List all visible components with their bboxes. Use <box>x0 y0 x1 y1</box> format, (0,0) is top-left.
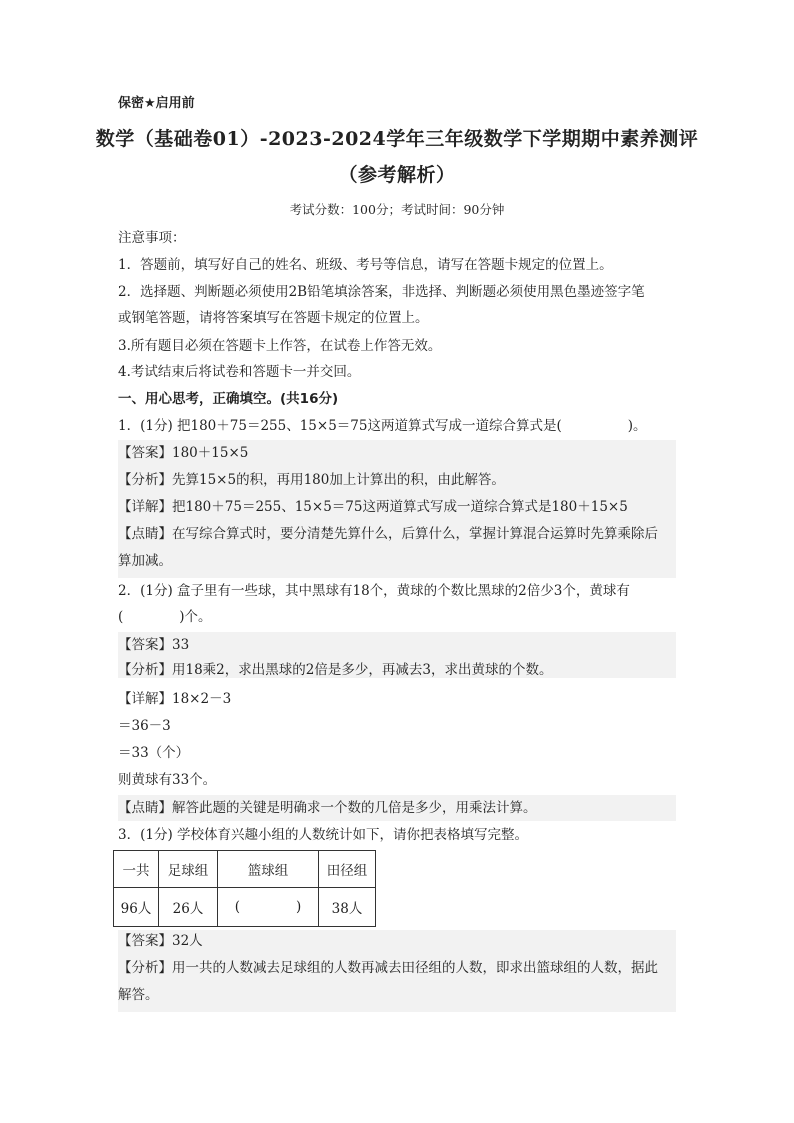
answer-text: 33 <box>172 637 190 653</box>
analysis-text: 用一共的人数减去足球组的人数再减去田径组的人数，即求出篮球组的人数，据此 <box>172 960 658 976</box>
table-header-cell: 篮球组 <box>218 851 319 888</box>
detail-tag: 【详解】 <box>118 499 172 515</box>
exam-meta: 考试分数：100分；考试时间：90分钟 <box>289 202 505 217</box>
question-stem-text: ( <box>118 609 124 625</box>
answer-tag: 【答案】 <box>118 445 172 461</box>
detail-line <box>118 497 628 517</box>
comment-tag: 【点睛】 <box>118 800 172 816</box>
detail-tag: 【详解】 <box>118 691 172 707</box>
analysis-line <box>118 470 505 490</box>
table-cell: 26人 <box>159 888 218 927</box>
table-header-cell: 田径组 <box>319 851 376 888</box>
answer-tag: 【答案】 <box>118 637 172 653</box>
confidential-label: 保密★启用前 <box>118 96 195 111</box>
document-title: 数学（基础卷01）-2023-2024学年三年级数学下学期期中素养测评 <box>95 128 699 150</box>
table-cell: 96人 <box>114 888 159 927</box>
comment-line <box>118 524 658 544</box>
detail-line: ＝33（个） <box>118 745 190 761</box>
table-cell-blank <box>218 888 319 927</box>
comment-line <box>118 798 537 818</box>
analysis-line: 解答。 <box>118 987 159 1003</box>
table-cell: 38人 <box>319 888 376 927</box>
notice-item: 1．答题前，填写好自己的姓名、班级、考号等信息，请写在答题卡规定的位置上。 <box>118 257 613 273</box>
analysis-tag: 【分析】 <box>118 960 172 976</box>
answer-tag: 【答案】 <box>118 933 172 949</box>
question-stem-end: )。 <box>627 418 647 434</box>
question-stem: 2．(1分) 盒子里有一些球，其中黑球有18个，黄球的个数比黑球的2倍少3个，黄球有 <box>118 583 630 599</box>
analysis-line <box>118 958 658 978</box>
answer-line <box>118 931 203 951</box>
analysis-tag: 【分析】 <box>118 662 172 678</box>
document-subtitle: （参考解析） <box>338 164 456 186</box>
notice-item: 3.所有题目必须在答题卡上作答，在试卷上作答无效。 <box>118 338 442 354</box>
blank-paren-close: ) <box>296 899 302 915</box>
answer-line <box>118 443 248 463</box>
analysis-line <box>118 660 552 680</box>
answer-text: 32人 <box>172 933 203 949</box>
statistics-table <box>113 850 376 927</box>
blank-paren-open: ( <box>234 899 240 915</box>
analysis-tag: 【分析】 <box>118 472 172 488</box>
notice-heading: 注意事项： <box>118 230 186 246</box>
comment-tag: 【点睛】 <box>118 526 172 542</box>
notice-item: 或钢笔答题，请将答案填写在答题卡规定的位置上。 <box>118 310 429 326</box>
answer-line <box>118 635 189 655</box>
analysis-text: 用18乘2，求出黑球的2倍是多少，再减去3，求出黄球的个数。 <box>172 662 553 678</box>
comment-line: 算加减。 <box>118 553 172 569</box>
detail-line: 则黄球有33个。 <box>118 772 217 788</box>
detail-text: 把180＋75＝255、15×5＝75这两道算式写成一道综合算式是180＋15×5 <box>172 499 628 515</box>
question-stem <box>118 416 647 436</box>
question-stem <box>118 607 212 627</box>
analysis-text: 先算15×5的积，再用180加上计算出的积，由此解答。 <box>172 472 505 488</box>
table-row <box>114 888 376 927</box>
detail-text: 18×2－3 <box>172 691 232 707</box>
question-stem-text: 1．(1分) 把180＋75＝255、15×5＝75这两道算式写成一道综合算式是( <box>118 418 562 434</box>
detail-line: ＝36－3 <box>118 718 171 734</box>
table-header-row <box>114 851 376 888</box>
comment-text: 在写综合算式时，要分清楚先算什么，后算什么，掌握计算混合运算时先算乘除后 <box>172 526 658 542</box>
comment-text: 解答此题的关键是明确求一个数的几倍是多少，用乘法计算。 <box>172 800 537 816</box>
question-stem-end: )个。 <box>179 609 212 625</box>
table-header-cell: 一共 <box>114 851 159 888</box>
notice-item: 4.考试结束后将试卷和答题卡一并交回。 <box>118 364 361 380</box>
question-stem: 3．(1分) 学校体育兴趣小组的人数统计如下，请你把表格填写完整。 <box>118 827 529 843</box>
answer-text: 180＋15×5 <box>172 445 249 461</box>
table-header-cell: 足球组 <box>159 851 218 888</box>
section-heading: 一、用心思考，正确填空。(共16分) <box>118 391 339 407</box>
detail-line <box>118 689 231 709</box>
notice-item: 2．选择题、判断题必须使用2B铅笔填涂答案，非选择、判断题必须使用黑色墨迹签字笔 <box>118 284 645 300</box>
